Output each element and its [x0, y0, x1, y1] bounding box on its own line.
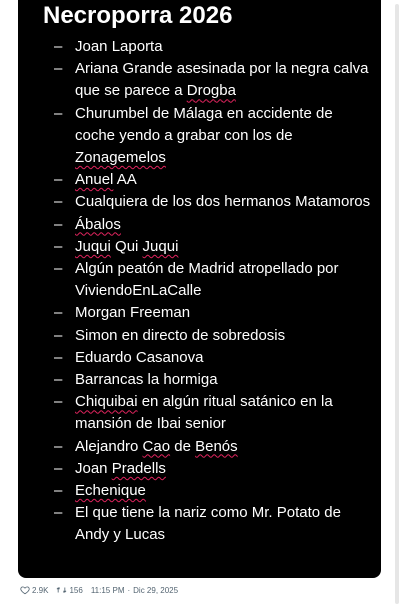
list-item: [18, 169, 381, 191]
bullet-dash: –: [54, 482, 63, 500]
like-count: 2.9K: [32, 585, 49, 595]
list-item: [18, 58, 381, 102]
post-time[interactable]: 11:15 PM: [90, 585, 125, 595]
bullet-dash: –: [54, 393, 63, 411]
bullet-dash: –: [54, 38, 63, 55]
spellcheck-word: Chiquibai: [75, 393, 138, 411]
spellcheck-word: Ábalos: [75, 215, 121, 233]
spellcheck-word: Benós: [195, 437, 238, 455]
spellcheck-word: Anuel: [75, 171, 114, 189]
spellcheck-word: Juqui: [142, 237, 179, 255]
list-item: [18, 347, 381, 369]
bullet-dash: –: [54, 504, 63, 522]
footer-separator: ·: [127, 585, 131, 595]
bullet-dash: –: [54, 104, 63, 122]
item-text: Joan: [75, 459, 112, 477]
item-text: Churumbel de Málaga en accidente de coche yendo a grabar con los de: [75, 104, 333, 144]
bullet-dash: –: [54, 459, 63, 477]
list-item: [18, 302, 381, 324]
bullet-dash: –: [54, 171, 63, 189]
list-item: [18, 391, 381, 435]
bullet-dash: –: [54, 193, 63, 211]
item-text: Barrancas la hormiga: [75, 371, 218, 389]
post-image-card: [18, 0, 381, 578]
list-item: [18, 458, 381, 480]
list-item: [18, 214, 381, 236]
post-date[interactable]: Dic 29, 2025: [133, 585, 179, 595]
heart-icon[interactable]: [20, 585, 30, 595]
spellcheck-word: Echenique: [75, 482, 146, 500]
list-item: [18, 325, 381, 347]
item-text: Morgan Freeman: [75, 304, 191, 322]
spellcheck-word: Cao: [142, 437, 171, 455]
necroporra-list: [18, 36, 381, 547]
spellcheck-word: Zonagemelos: [75, 149, 166, 167]
item-text: Qui: [110, 237, 143, 255]
bullet-dash: –: [54, 371, 63, 389]
retweet-icon[interactable]: [56, 585, 67, 595]
scrollbar[interactable]: [395, 4, 399, 604]
list-item: [18, 36, 381, 58]
list-item: [18, 103, 381, 170]
list-item: [18, 480, 381, 502]
bullet-dash: –: [54, 237, 63, 255]
spellcheck-word: Pradells: [111, 459, 166, 477]
item-text: en algún ritual satánico en la mansión de Ibai senior: [75, 393, 333, 433]
bullet-dash: –: [54, 437, 63, 455]
list-item: [18, 369, 381, 391]
bullet-dash: –: [54, 260, 63, 278]
spellcheck-word: Drogba: [186, 82, 236, 100]
item-text: El que tiene la nariz como Mr. Potato de Andy y Lucas: [75, 504, 341, 544]
list-item: [18, 436, 381, 458]
item-text: Eduardo Casanova: [75, 348, 204, 366]
list-item: [18, 258, 381, 302]
item-text: Cualquiera de los dos hermanos Matamoros: [75, 193, 371, 211]
post-footer: [20, 583, 178, 597]
item-text: Simon en directo de sobredosis: [75, 326, 286, 344]
item-text: de: [170, 437, 196, 455]
item-text: AA: [113, 171, 137, 189]
list-item: [18, 502, 381, 546]
item-text: Joan Laporta: [75, 38, 163, 55]
item-text: Alejandro: [75, 437, 143, 455]
post-title: Necroporra 2026: [43, 2, 233, 29]
item-text: Ariana Grande asesinada por la negra calva que se parece a: [75, 60, 369, 100]
bullet-dash: –: [54, 60, 63, 78]
list-item: [18, 236, 381, 258]
spellcheck-word: Juqui: [75, 237, 111, 255]
item-text: Algún peatón de Madrid atropellado por ViviendoEnLaCalle: [75, 260, 339, 300]
bullet-dash: –: [54, 215, 63, 233]
bullet-dash: –: [54, 348, 63, 366]
retweet-count: 156: [69, 585, 83, 595]
bullet-dash: –: [54, 326, 63, 344]
bullet-dash: –: [54, 304, 63, 322]
list-item: [18, 191, 381, 213]
like-stat[interactable]: [20, 585, 48, 595]
retweet-stat[interactable]: [56, 585, 82, 595]
